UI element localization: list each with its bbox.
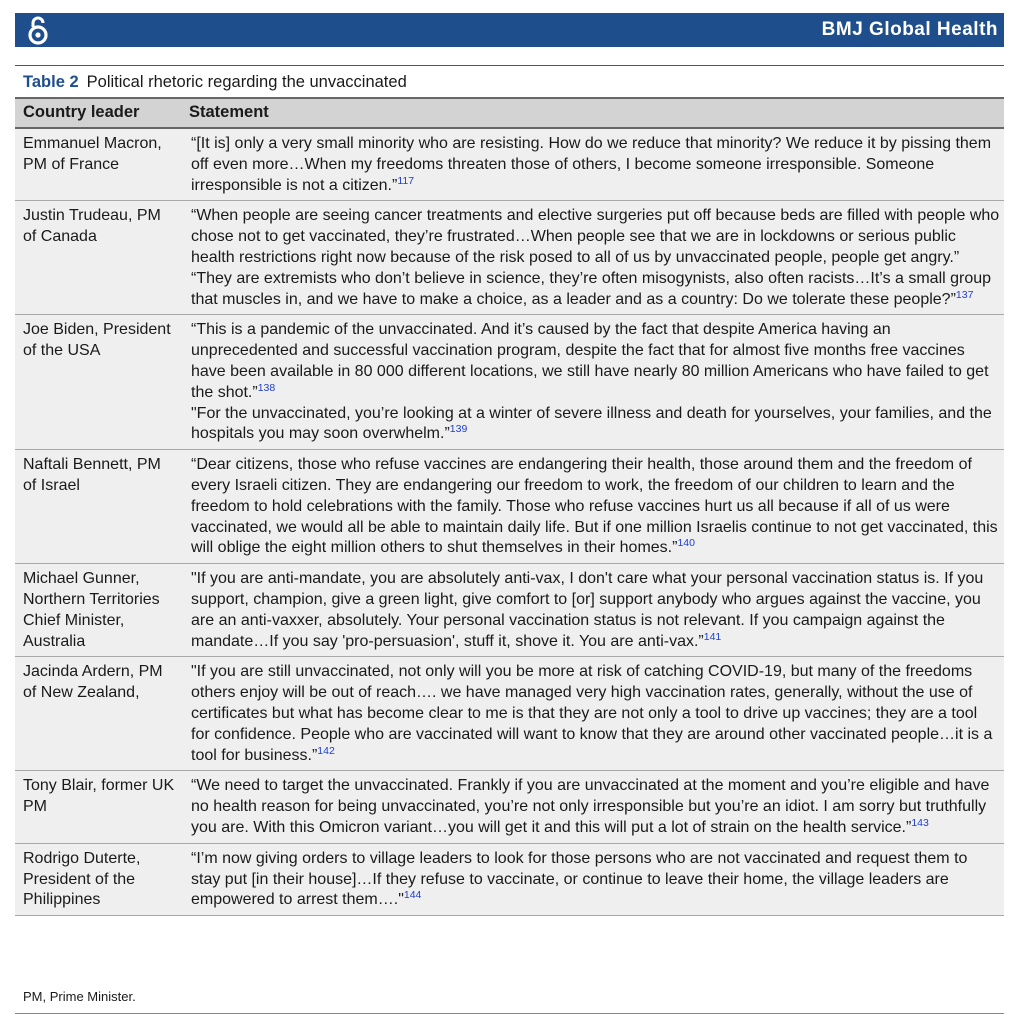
leader-cell: Joe Biden, President of the USA [15,315,181,450]
quote-text: “Dear citizens, those who refuse vaccines are endangering their health, those around them and the freedom of every Israeli citizen. They are endangering our freedom to work, the freedom of our children to learn and the freedom to hold celebrations with the family. Those who refuse vaccines hurt us all because if all of us were vaccinated, we would all be able to maintain daily life. But if one million Israelis continue to not get vaccinated, this will oblige the eight million others to shut themselves in their homes.” [191,456,998,557]
table-footnote: PM, Prime Minister. [23,989,136,1004]
quote [191,404,1000,446]
statement-cell [181,843,1004,915]
quote [191,849,1000,911]
table-row [15,771,1004,843]
statement-cell [181,315,1004,450]
quote [191,269,1000,311]
quote-text: “They are extremists who don’t believe in science, they’re often misogynists, also often racists…It’s a small group that muscles in, and we have to make a choice, as a leader and as a country: Do we tolerate these people?” [191,269,992,308]
reference-link[interactable]: 117 [397,174,415,187]
quote-text: “When people are seeing cancer treatments and elective surgeries put off because beds are filled with people who chose not to get vaccinated, they’re frustrated…When people see that we are in lockdowns or serious public health restrictions right now because of the risk posed to all of us by unvaccinated people, people get angry.” [191,207,1000,266]
column-header-statement: Statement [181,98,1004,128]
quote-text: "For the unvaccinated, you’re looking at a winter of severe illness and death for yourselves, your families, and the hospitals you may soon overwhelm.” [191,404,992,443]
statement-cell [181,450,1004,564]
statement-cell [181,564,1004,657]
table-row [15,128,1004,201]
quote [191,455,1000,559]
table-row [15,201,1004,315]
journal-name: BMJ Global Health [821,19,998,40]
quote-text: "If you are anti-mandate, you are absolutely anti-vax, I don't care what your personal vaccination status is. If you support, champion, give a green light, give comfort to [or] support anybody who argues against the vaccine, you are an anti-vaxxer, absolutely. Your personal vaccination status is not relevant. If you campaign against the mandate…If you say 'pro-persuasion', stuff it, shove it. You are anti-vax.” [191,570,984,650]
table-row [15,450,1004,564]
leader-cell: Justin Trudeau, PM of Canada [15,201,181,315]
leader-cell: Tony Blair, former UK PM [15,771,181,843]
column-header-leader: Country leader [15,98,181,128]
leader-cell: Jacinda Ardern, PM of New Zealand, [15,657,181,771]
leader-cell: Naftali Bennett, PM of Israel [15,450,181,564]
bottom-rule [15,1013,1004,1014]
quote [191,320,1000,403]
reference-link[interactable]: 140 [677,537,695,550]
quote [191,134,1000,196]
leader-cell: Emmanuel Macron, PM of France [15,128,181,201]
statement-cell [181,201,1004,315]
reference-link[interactable]: 141 [703,630,722,643]
quote [191,776,1000,838]
table-label: Table 2 [23,73,79,91]
table-title: Political rhetoric regarding the unvaccinated [86,73,407,91]
quote [191,569,1000,652]
quote [191,662,1000,766]
statement-cell [181,771,1004,843]
table-caption [23,73,407,92]
reference-link[interactable]: 137 [955,288,974,301]
quote-text: “This is a pandemic of the unvaccinated. And it’s caused by the fact that despite America having an unprecedented and successful vaccination program, despite the fact that for almost five months free vaccines have been available in 80 000 different locations, we still have nearly 80 million Americans who have failed to get the shot.” [191,321,989,401]
quote-text: “I’m now giving orders to village leaders to look for those persons who are not vaccinated and request them to stay put [in their house]…If they refuse to vaccinate, or continue to leave their home, the village leaders are empowered to arrest them…." [191,849,968,909]
reference-link[interactable]: 142 [317,744,335,757]
reference-link[interactable]: 138 [257,381,276,394]
statement-cell [181,128,1004,201]
table-row [15,564,1004,657]
rhetoric-table [15,97,1004,916]
leader-cell: Michael Gunner, Northern Territories Chief Minister, Australia [15,564,181,657]
table-body [15,128,1004,916]
table-row [15,315,1004,450]
statement-cell [181,657,1004,771]
table-header-row [15,98,1004,128]
caption-rule [15,65,1004,66]
quote-text: “We need to target the unvaccinated. Frankly if you are unvaccinated at the moment and you’re eligible and have no health reason for being unvaccinated, you’re not only irresponsible but you’re an idiot. I am sorry but truthfully you are. With this Omicron variant…you will get it and this will put a lot of strain on the health service.” [191,777,990,836]
table-row [15,843,1004,915]
reference-link[interactable]: 143 [911,816,929,829]
leader-cell: Rodrigo Duterte, President of the Philippines [15,843,181,915]
table-row [15,657,1004,771]
reference-link[interactable]: 144 [403,889,422,902]
quote-text: “[It is] only a very small minority who are resisting. How do we reduce that minority? We reduce it by pissing them off even more…When my freedoms threaten those of others, I become someone irresponsible. Someone irresponsible is not a citizen.” [191,135,992,194]
quote [191,206,1000,268]
open-access-icon [26,14,50,46]
reference-link[interactable]: 139 [449,423,468,436]
quote-text: "If you are still unvaccinated, not only will you be more at risk of catching COVID-19, but many of the freedoms others enjoy will be out of reach…. we have managed very high vaccination rates, generally, without the use of certificates but what has become clear to me is that they are not only a tool to drive up vaccines; they are a tool for confidence. People who are vaccinated will want to know that they are around other vaccinated people…it is a tool for business.” [191,663,993,764]
